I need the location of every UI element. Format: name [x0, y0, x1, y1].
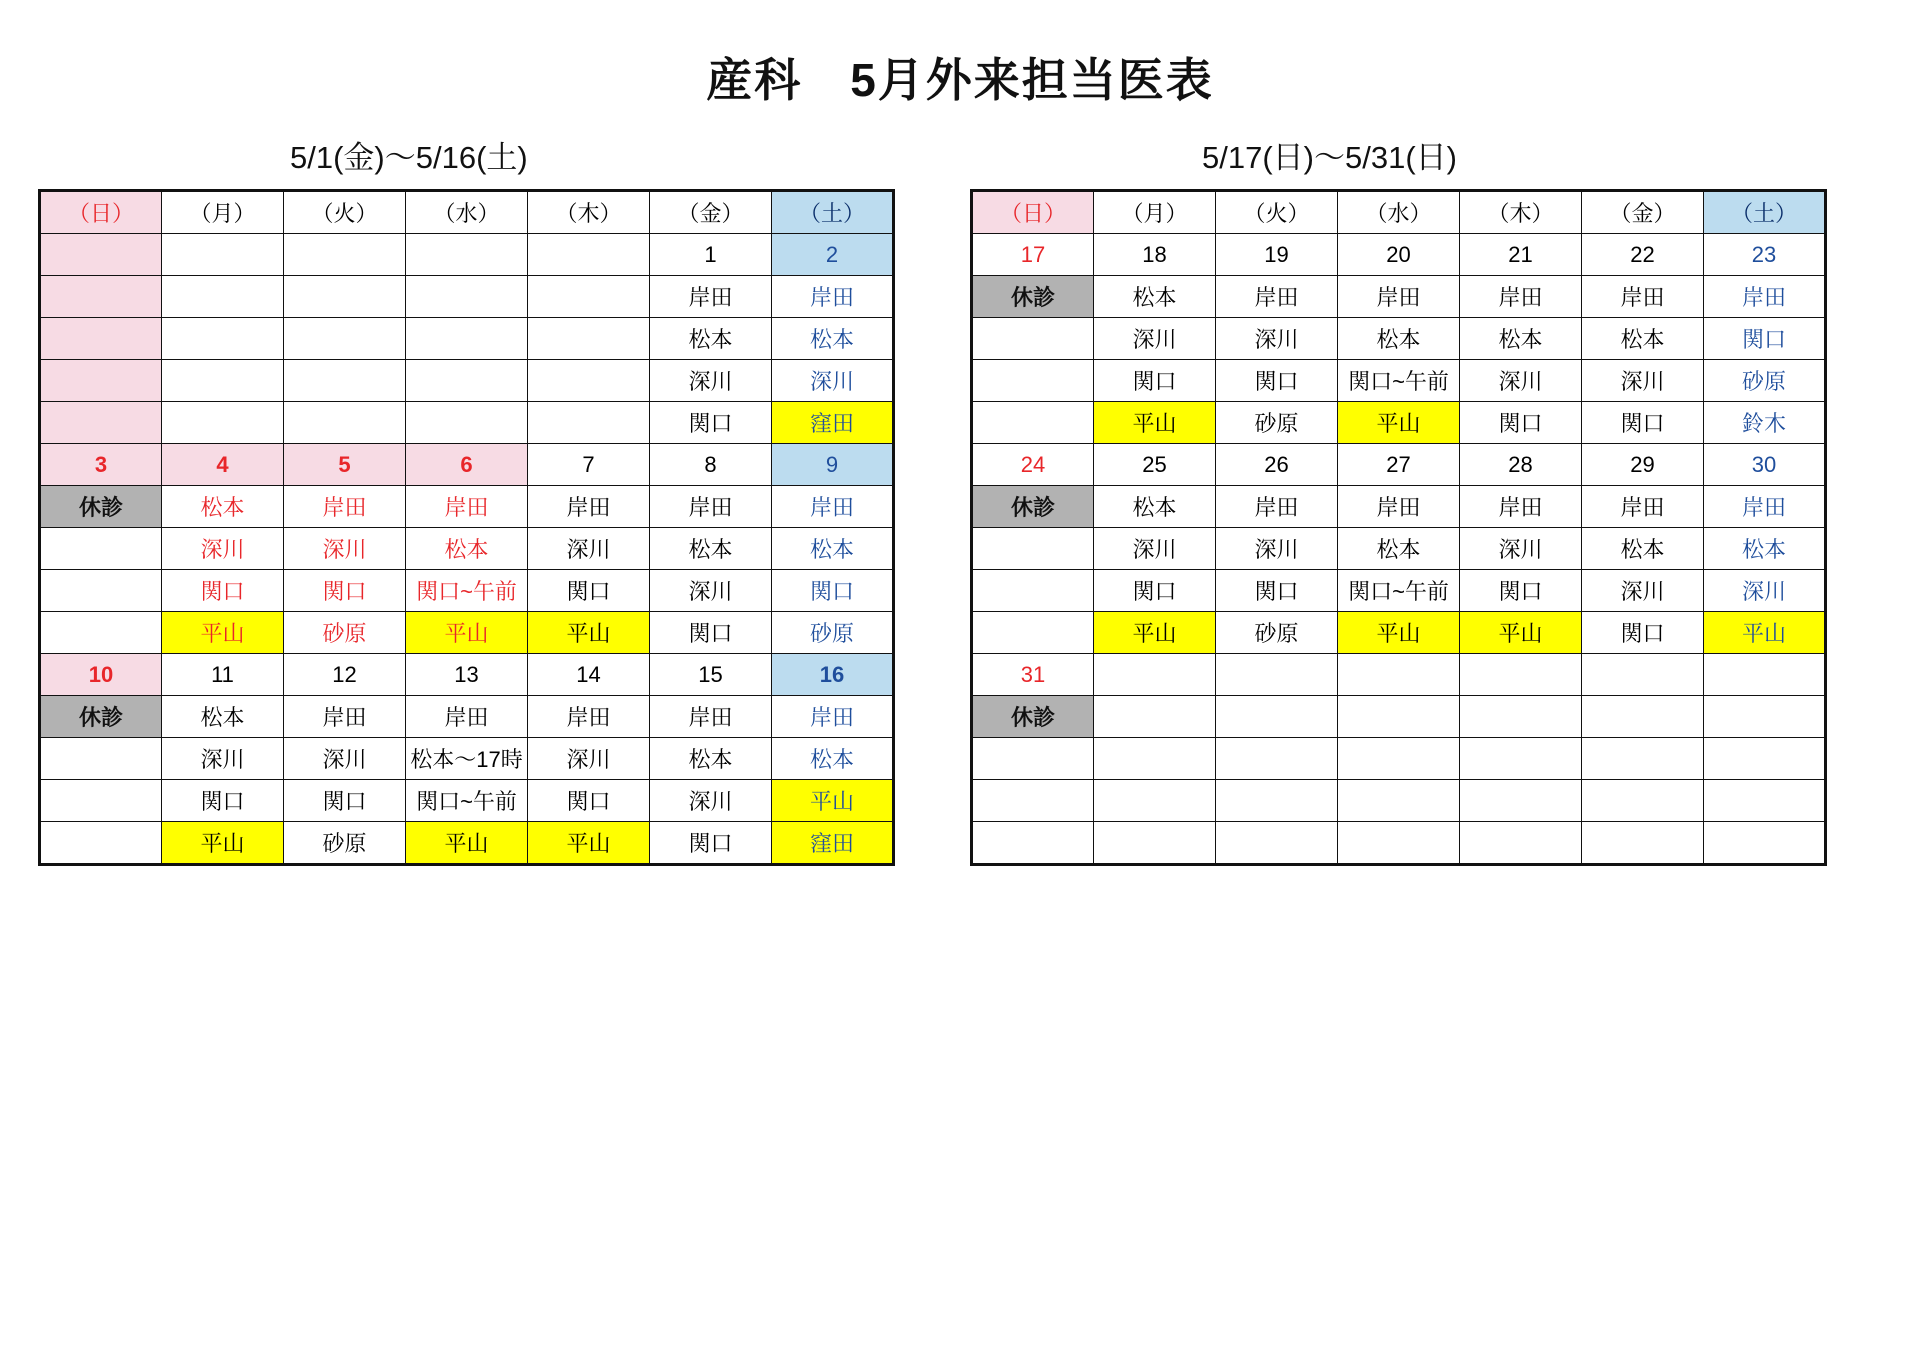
- date-range-title-second-half: 5/17(日)～5/31(日): [1202, 140, 1457, 175]
- doctor-cell-sun: [40, 738, 162, 780]
- doctor-row: [40, 612, 894, 654]
- doctor-cell-thu: 岸田: [1460, 276, 1582, 318]
- doctor-cell-thu: 関口: [1460, 570, 1582, 612]
- doctor-cell-thu: 岸田: [528, 486, 650, 528]
- page-title: 産科 5月外来担当医表: [706, 54, 1214, 106]
- doctor-cell-thu: [1460, 696, 1582, 738]
- doctor-cell-tue: 深川: [284, 528, 406, 570]
- doctor-cell-sun: 休診: [972, 486, 1094, 528]
- doctor-cell-wed: 岸田: [1338, 276, 1460, 318]
- doctor-cell-wed: [1338, 780, 1460, 822]
- doctor-cell-mon: [1094, 696, 1216, 738]
- doctor-cell-tue: 関口: [284, 570, 406, 612]
- doctor-cell-sat: 砂原: [1704, 360, 1826, 402]
- date-cell-sat: 2: [772, 234, 894, 276]
- doctor-row: [972, 486, 1826, 528]
- doctor-cell-fri: 深川: [650, 360, 772, 402]
- doctor-row: [40, 696, 894, 738]
- date-cell-thu: 21: [1460, 234, 1582, 276]
- table-header-row: [972, 191, 1826, 234]
- weekday-header-wed: （水）: [1338, 191, 1460, 234]
- doctor-cell-sun: [40, 612, 162, 654]
- doctor-row: [972, 696, 1826, 738]
- doctor-cell-fri: 松本: [1582, 528, 1704, 570]
- doctor-cell-wed: 関口~午前: [406, 780, 528, 822]
- doctor-cell-fri: 松本: [650, 318, 772, 360]
- doctor-cell-sat: 岸田: [772, 276, 894, 318]
- date-cell-fri: 8: [650, 444, 772, 486]
- doctor-cell-wed: 平山: [406, 612, 528, 654]
- doctor-cell-tue: 岸田: [1216, 276, 1338, 318]
- doctor-cell-mon: 平山: [1094, 402, 1216, 444]
- doctor-cell-sun: [40, 360, 162, 402]
- doctor-cell-mon: [1094, 738, 1216, 780]
- date-cell-mon: 11: [162, 654, 284, 696]
- doctor-cell-thu: 深川: [528, 528, 650, 570]
- schedule-block-first-half: [38, 132, 918, 866]
- date-range-title-first-half: 5/1(金)～5/16(土): [290, 140, 528, 175]
- doctor-row: [972, 570, 1826, 612]
- date-cell-thu: 28: [1460, 444, 1582, 486]
- doctor-row: [40, 318, 894, 360]
- doctor-cell-sat: 平山: [772, 780, 894, 822]
- doctor-cell-sat: 鈴木: [1704, 402, 1826, 444]
- doctor-cell-thu: [528, 360, 650, 402]
- date-cell-thu: [1460, 654, 1582, 696]
- doctor-cell-fri: 関口: [650, 402, 772, 444]
- date-cell-fri: [1582, 654, 1704, 696]
- doctor-cell-sun: 休診: [40, 486, 162, 528]
- doctor-cell-fri: [1582, 738, 1704, 780]
- date-cell-tue: 5: [284, 444, 406, 486]
- date-cell-tue: [284, 234, 406, 276]
- date-cell-mon: 18: [1094, 234, 1216, 276]
- doctor-cell-thu: 岸田: [1460, 486, 1582, 528]
- doctor-cell-mon: [162, 276, 284, 318]
- doctor-cell-mon: [162, 360, 284, 402]
- doctor-cell-thu: 深川: [528, 738, 650, 780]
- date-cell-wed: 6: [406, 444, 528, 486]
- doctor-cell-fri: [1582, 822, 1704, 865]
- doctor-row: [40, 570, 894, 612]
- doctor-cell-tue: [1216, 780, 1338, 822]
- doctor-cell-fri: 松本: [650, 738, 772, 780]
- date-cell-sat: [1704, 654, 1826, 696]
- doctor-cell-mon: [1094, 822, 1216, 865]
- date-cell-sat: 16: [772, 654, 894, 696]
- doctor-cell-wed: 平山: [1338, 402, 1460, 444]
- doctor-row: [972, 276, 1826, 318]
- doctor-cell-thu: 関口: [528, 780, 650, 822]
- doctor-cell-sat: 関口: [772, 570, 894, 612]
- doctor-cell-sun: [40, 822, 162, 865]
- doctor-cell-wed: [406, 318, 528, 360]
- doctor-cell-thu: 平山: [1460, 612, 1582, 654]
- doctor-cell-mon: 深川: [1094, 318, 1216, 360]
- date-cell-sat: 30: [1704, 444, 1826, 486]
- doctor-cell-fri: 関口: [650, 612, 772, 654]
- date-row: [972, 444, 1826, 486]
- doctor-cell-fri: 岸田: [650, 696, 772, 738]
- table-header-row: [40, 191, 894, 234]
- doctor-cell-wed: 岸田: [406, 696, 528, 738]
- doctor-row: [972, 780, 1826, 822]
- doctor-cell-wed: [406, 360, 528, 402]
- doctor-row: [972, 360, 1826, 402]
- doctor-cell-sun: [972, 570, 1094, 612]
- doctor-cell-sun: 休診: [972, 696, 1094, 738]
- weekday-header-sun: （日）: [40, 191, 162, 234]
- doctor-cell-thu: 平山: [528, 612, 650, 654]
- doctor-cell-sat: 窪田: [772, 402, 894, 444]
- doctor-cell-tue: [1216, 738, 1338, 780]
- doctor-row: [40, 780, 894, 822]
- doctor-cell-mon: 松本: [162, 696, 284, 738]
- schedule-table-second-half: [970, 189, 1827, 866]
- doctor-cell-mon: 平山: [162, 612, 284, 654]
- doctor-row: [972, 612, 1826, 654]
- doctor-cell-fri: 岸田: [650, 276, 772, 318]
- doctor-cell-tue: [1216, 822, 1338, 865]
- doctor-cell-tue: 関口: [1216, 570, 1338, 612]
- date-cell-fri: 29: [1582, 444, 1704, 486]
- doctor-row: [40, 276, 894, 318]
- doctor-row: [40, 402, 894, 444]
- date-row: [40, 444, 894, 486]
- doctor-cell-tue: 砂原: [284, 822, 406, 865]
- doctor-cell-wed: 松本: [406, 528, 528, 570]
- doctor-cell-wed: [406, 402, 528, 444]
- doctor-cell-fri: 関口: [1582, 402, 1704, 444]
- doctor-cell-thu: 関口: [1460, 402, 1582, 444]
- doctor-cell-sat: 深川: [772, 360, 894, 402]
- date-cell-fri: 15: [650, 654, 772, 696]
- doctor-cell-fri: 深川: [650, 570, 772, 612]
- weekday-header-thu: （木）: [1460, 191, 1582, 234]
- date-cell-mon: 4: [162, 444, 284, 486]
- doctor-cell-mon: [162, 318, 284, 360]
- date-cell-wed: 27: [1338, 444, 1460, 486]
- doctor-cell-fri: 松本: [650, 528, 772, 570]
- date-cell-thu: 14: [528, 654, 650, 696]
- doctor-cell-sun: [40, 402, 162, 444]
- date-cell-mon: 25: [1094, 444, 1216, 486]
- doctor-cell-mon: 深川: [162, 738, 284, 780]
- doctor-cell-thu: [528, 276, 650, 318]
- date-cell-wed: 20: [1338, 234, 1460, 276]
- doctor-cell-tue: 岸田: [284, 696, 406, 738]
- doctor-cell-thu: 岸田: [528, 696, 650, 738]
- doctor-cell-sat: 岸田: [772, 486, 894, 528]
- doctor-cell-sat: 窪田: [772, 822, 894, 865]
- doctor-row: [40, 360, 894, 402]
- doctor-cell-sat: 岸田: [1704, 486, 1826, 528]
- doctor-cell-tue: 関口: [1216, 360, 1338, 402]
- doctor-cell-sat: 岸田: [1704, 276, 1826, 318]
- date-cell-thu: [528, 234, 650, 276]
- doctor-cell-sat: 松本: [772, 528, 894, 570]
- doctor-cell-sun: [972, 612, 1094, 654]
- date-cell-sun: [40, 234, 162, 276]
- weekday-header-wed: （水）: [406, 191, 528, 234]
- doctor-cell-sat: [1704, 696, 1826, 738]
- doctor-cell-wed: 関口~午前: [406, 570, 528, 612]
- doctor-cell-tue: 関口: [284, 780, 406, 822]
- doctor-cell-fri: 深川: [1582, 360, 1704, 402]
- doctor-cell-sun: [972, 360, 1094, 402]
- date-cell-tue: [1216, 654, 1338, 696]
- doctor-cell-sat: 松本: [772, 738, 894, 780]
- doctor-row: [40, 528, 894, 570]
- doctor-cell-wed: 岸田: [406, 486, 528, 528]
- date-cell-sun: 31: [972, 654, 1094, 696]
- doctor-cell-wed: 岸田: [1338, 486, 1460, 528]
- doctor-cell-sun: [40, 528, 162, 570]
- schedule-tables-container: [0, 132, 1920, 866]
- doctor-cell-thu: 松本: [1460, 318, 1582, 360]
- doctor-cell-mon: [1094, 780, 1216, 822]
- weekday-header-mon: （月）: [1094, 191, 1216, 234]
- doctor-cell-sat: 松本: [1704, 528, 1826, 570]
- doctor-cell-sun: [972, 780, 1094, 822]
- doctor-row: [972, 738, 1826, 780]
- weekday-header-mon: （月）: [162, 191, 284, 234]
- doctor-cell-wed: 関口~午前: [1338, 360, 1460, 402]
- doctor-cell-sat: 関口: [1704, 318, 1826, 360]
- doctor-cell-sun: [40, 318, 162, 360]
- doctor-cell-wed: 松本: [1338, 318, 1460, 360]
- doctor-cell-sat: [1704, 738, 1826, 780]
- date-cell-mon: [1094, 654, 1216, 696]
- doctor-cell-sat: [1704, 780, 1826, 822]
- date-cell-wed: [1338, 654, 1460, 696]
- doctor-cell-tue: 砂原: [1216, 612, 1338, 654]
- doctor-row: [40, 738, 894, 780]
- doctor-cell-tue: 砂原: [284, 612, 406, 654]
- doctor-cell-fri: 岸田: [650, 486, 772, 528]
- doctor-cell-wed: 関口~午前: [1338, 570, 1460, 612]
- date-cell-sun: 10: [40, 654, 162, 696]
- doctor-cell-fri: [1582, 696, 1704, 738]
- doctor-cell-thu: 関口: [528, 570, 650, 612]
- doctor-cell-sun: [40, 276, 162, 318]
- doctor-cell-wed: [406, 276, 528, 318]
- date-cell-sat: 9: [772, 444, 894, 486]
- doctor-cell-sun: [972, 528, 1094, 570]
- doctor-cell-fri: 関口: [650, 822, 772, 865]
- doctor-cell-fri: 深川: [650, 780, 772, 822]
- doctor-cell-thu: [1460, 822, 1582, 865]
- weekday-header-tue: （火）: [284, 191, 406, 234]
- doctor-cell-wed: [1338, 822, 1460, 865]
- doctor-cell-fri: [1582, 780, 1704, 822]
- weekday-header-tue: （火）: [1216, 191, 1338, 234]
- doctor-cell-thu: [528, 318, 650, 360]
- date-cell-tue: 12: [284, 654, 406, 696]
- doctor-cell-tue: 深川: [284, 738, 406, 780]
- doctor-cell-wed: 平山: [1338, 612, 1460, 654]
- doctor-row: [972, 318, 1826, 360]
- doctor-cell-thu: [1460, 738, 1582, 780]
- doctor-cell-tue: [284, 402, 406, 444]
- doctor-cell-mon: 深川: [162, 528, 284, 570]
- date-cell-sat: 23: [1704, 234, 1826, 276]
- doctor-cell-mon: 関口: [1094, 360, 1216, 402]
- doctor-cell-mon: [162, 402, 284, 444]
- doctor-cell-fri: 岸田: [1582, 276, 1704, 318]
- doctor-cell-tue: [284, 318, 406, 360]
- doctor-cell-mon: 関口: [1094, 570, 1216, 612]
- date-cell-thu: 7: [528, 444, 650, 486]
- doctor-row: [972, 528, 1826, 570]
- date-row: [972, 654, 1826, 696]
- doctor-cell-wed: [1338, 696, 1460, 738]
- doctor-cell-sun: 休診: [972, 276, 1094, 318]
- doctor-cell-thu: [1460, 780, 1582, 822]
- doctor-cell-sat: 岸田: [772, 696, 894, 738]
- doctor-cell-wed: 松本～17時: [406, 738, 528, 780]
- doctor-cell-sun: [972, 738, 1094, 780]
- date-cell-tue: 26: [1216, 444, 1338, 486]
- doctor-cell-fri: 岸田: [1582, 486, 1704, 528]
- doctor-cell-sat: 深川: [1704, 570, 1826, 612]
- doctor-cell-sun: [972, 822, 1094, 865]
- doctor-cell-sun: [972, 402, 1094, 444]
- doctor-cell-mon: 平山: [1094, 612, 1216, 654]
- weekday-header-sat: （土）: [772, 191, 894, 234]
- doctor-cell-sun: [40, 570, 162, 612]
- doctor-cell-mon: 関口: [162, 780, 284, 822]
- weekday-header-thu: （木）: [528, 191, 650, 234]
- doctor-row: [972, 402, 1826, 444]
- doctor-cell-mon: 松本: [162, 486, 284, 528]
- doctor-cell-tue: 砂原: [1216, 402, 1338, 444]
- doctor-cell-wed: [1338, 738, 1460, 780]
- doctor-cell-sat: 平山: [1704, 612, 1826, 654]
- doctor-cell-thu: 平山: [528, 822, 650, 865]
- date-row: [40, 234, 894, 276]
- date-cell-fri: 22: [1582, 234, 1704, 276]
- date-cell-mon: [162, 234, 284, 276]
- doctor-row: [40, 822, 894, 865]
- schedule-block-second-half: [970, 132, 1850, 866]
- date-row: [40, 654, 894, 696]
- date-row: [972, 234, 1826, 276]
- doctor-cell-thu: 深川: [1460, 360, 1582, 402]
- doctor-cell-sat: 砂原: [772, 612, 894, 654]
- doctor-cell-tue: 深川: [1216, 318, 1338, 360]
- date-cell-wed: 13: [406, 654, 528, 696]
- doctor-cell-sun: 休診: [40, 696, 162, 738]
- doctor-cell-sun: [40, 780, 162, 822]
- doctor-cell-mon: 深川: [1094, 528, 1216, 570]
- date-cell-sun: 17: [972, 234, 1094, 276]
- weekday-header-fri: （金）: [1582, 191, 1704, 234]
- doctor-row: [40, 486, 894, 528]
- doctor-cell-fri: 関口: [1582, 612, 1704, 654]
- weekday-header-sat: （土）: [1704, 191, 1826, 234]
- date-cell-wed: [406, 234, 528, 276]
- date-cell-tue: 19: [1216, 234, 1338, 276]
- doctor-cell-sat: 松本: [772, 318, 894, 360]
- doctor-cell-sat: [1704, 822, 1826, 865]
- doctor-cell-fri: 深川: [1582, 570, 1704, 612]
- doctor-cell-mon: 松本: [1094, 276, 1216, 318]
- doctor-cell-mon: 関口: [162, 570, 284, 612]
- doctor-cell-thu: [528, 402, 650, 444]
- doctor-cell-tue: [1216, 696, 1338, 738]
- doctor-cell-sun: [972, 318, 1094, 360]
- date-cell-fri: 1: [650, 234, 772, 276]
- doctor-row: [972, 822, 1826, 865]
- doctor-cell-tue: [284, 360, 406, 402]
- doctor-cell-mon: 平山: [162, 822, 284, 865]
- weekday-header-sun: （日）: [972, 191, 1094, 234]
- date-cell-sun: 24: [972, 444, 1094, 486]
- weekday-header-fri: （金）: [650, 191, 772, 234]
- doctor-cell-wed: 平山: [406, 822, 528, 865]
- doctor-cell-tue: 岸田: [284, 486, 406, 528]
- schedule-table-first-half: [38, 189, 895, 866]
- doctor-cell-fri: 松本: [1582, 318, 1704, 360]
- doctor-cell-tue: 深川: [1216, 528, 1338, 570]
- date-cell-sun: 3: [40, 444, 162, 486]
- doctor-cell-mon: 松本: [1094, 486, 1216, 528]
- doctor-cell-wed: 松本: [1338, 528, 1460, 570]
- doctor-cell-tue: 岸田: [1216, 486, 1338, 528]
- doctor-cell-thu: 深川: [1460, 528, 1582, 570]
- doctor-cell-tue: [284, 276, 406, 318]
